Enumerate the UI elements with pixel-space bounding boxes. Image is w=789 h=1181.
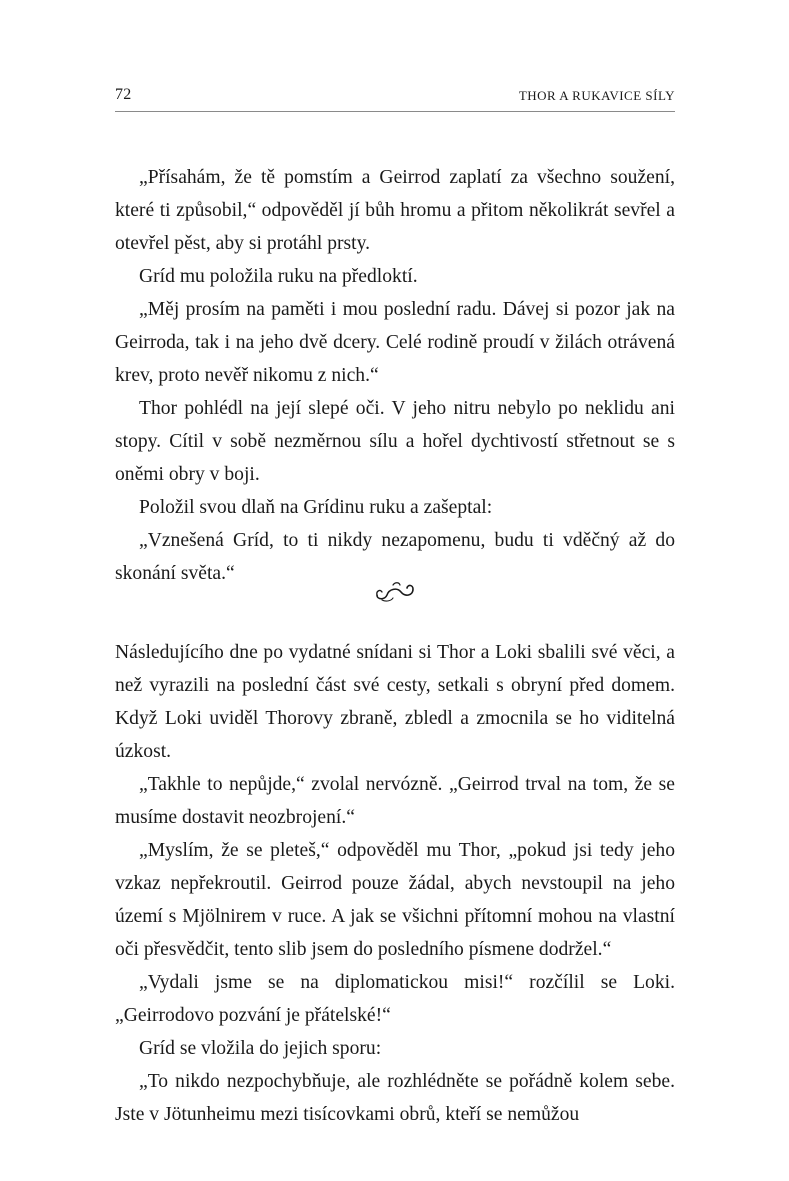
running-header xyxy=(115,86,675,114)
paragraph: Položil svou dlaň na Grídinu ruku a zašeptal: xyxy=(139,497,493,518)
header-rule xyxy=(115,111,675,112)
running-title: THOR A RUKAVICE SÍLY xyxy=(518,88,675,103)
paragraph: Thor pohlédl na její slepé oči. V jeho nitru nebylo po neklidu ani stopy. Cítil v sobě nezměrnou sílu a hořel dychtivostí střetnout se s oněmi obry v boji. xyxy=(115,398,675,485)
paragraph: „Takhle to nepůjde,“ zvolal nervózně. „Geirrod trval na tom, že se musíme dostavit neozbrojení.“ xyxy=(115,774,675,828)
paragraph: „Měj prosím na paměti i mou poslední radu. Dávej si pozor jak na Geirroda, tak i na jeho dvě dcery. Celé rodině proudí v žilách otrávená krev, proto nevěř nikomu z nich.“ xyxy=(115,299,675,386)
paragraph: Následujícího dne po vydatné snídani si Thor a Loki sbalili své věci, a než vyrazili na poslední část své cesty, setkali s obryní před domem. Když Loki uviděl Thorovy zbraně, zbledl a zmocnila se ho viditelná úzkost. xyxy=(115,642,675,762)
paragraph: Gríd mu položila ruku na předloktí. xyxy=(139,266,418,287)
paragraph: „To nikdo nezpochybňuje, ale rozhlédněte se pořádně kolem sebe. Jste v Jötunheimu mezi tisícovkami obrů, kteří se nemůžou xyxy=(115,1071,675,1125)
page-number: 72 xyxy=(115,86,132,103)
text-section-1 xyxy=(115,161,675,590)
paragraph: Gríd se vložila do jejich sporu: xyxy=(139,1038,382,1059)
paragraph: „Vznešená Gríd, to ti nikdy nezapomenu, budu ti vděčný až do skonání světa.“ xyxy=(115,530,675,584)
paragraph: „Myslím, že se pleteš,“ odpověděl mu Thor, „pokud jsi tedy jeho vzkaz nepřekroutil. Geirrod pouze žádal, abych nevstoupil na jeho území s Mjölnirem v ruce. A jak se všichni přítomní mohou na vlastní oči přesvědčit, tento slib jsem do posledního písmene dodržel.“ xyxy=(115,840,675,960)
paragraph: „Vydali jsme se na diplomatickou misi!“ rozčílil se Loki. „Geirrodovo pozvání je přátelské!“ xyxy=(115,972,675,1026)
text-section-2 xyxy=(115,636,675,1131)
paragraph: „Přísahám, že tě pomstím a Geirrod zaplatí za všechno soužení, které ti způsobil,“ odpověděl jí bůh hromu a přitom několikrát sevřel a otevřel pěst, aby si protáhl prsty. xyxy=(115,167,675,254)
swirl-ornament-icon xyxy=(372,578,418,604)
